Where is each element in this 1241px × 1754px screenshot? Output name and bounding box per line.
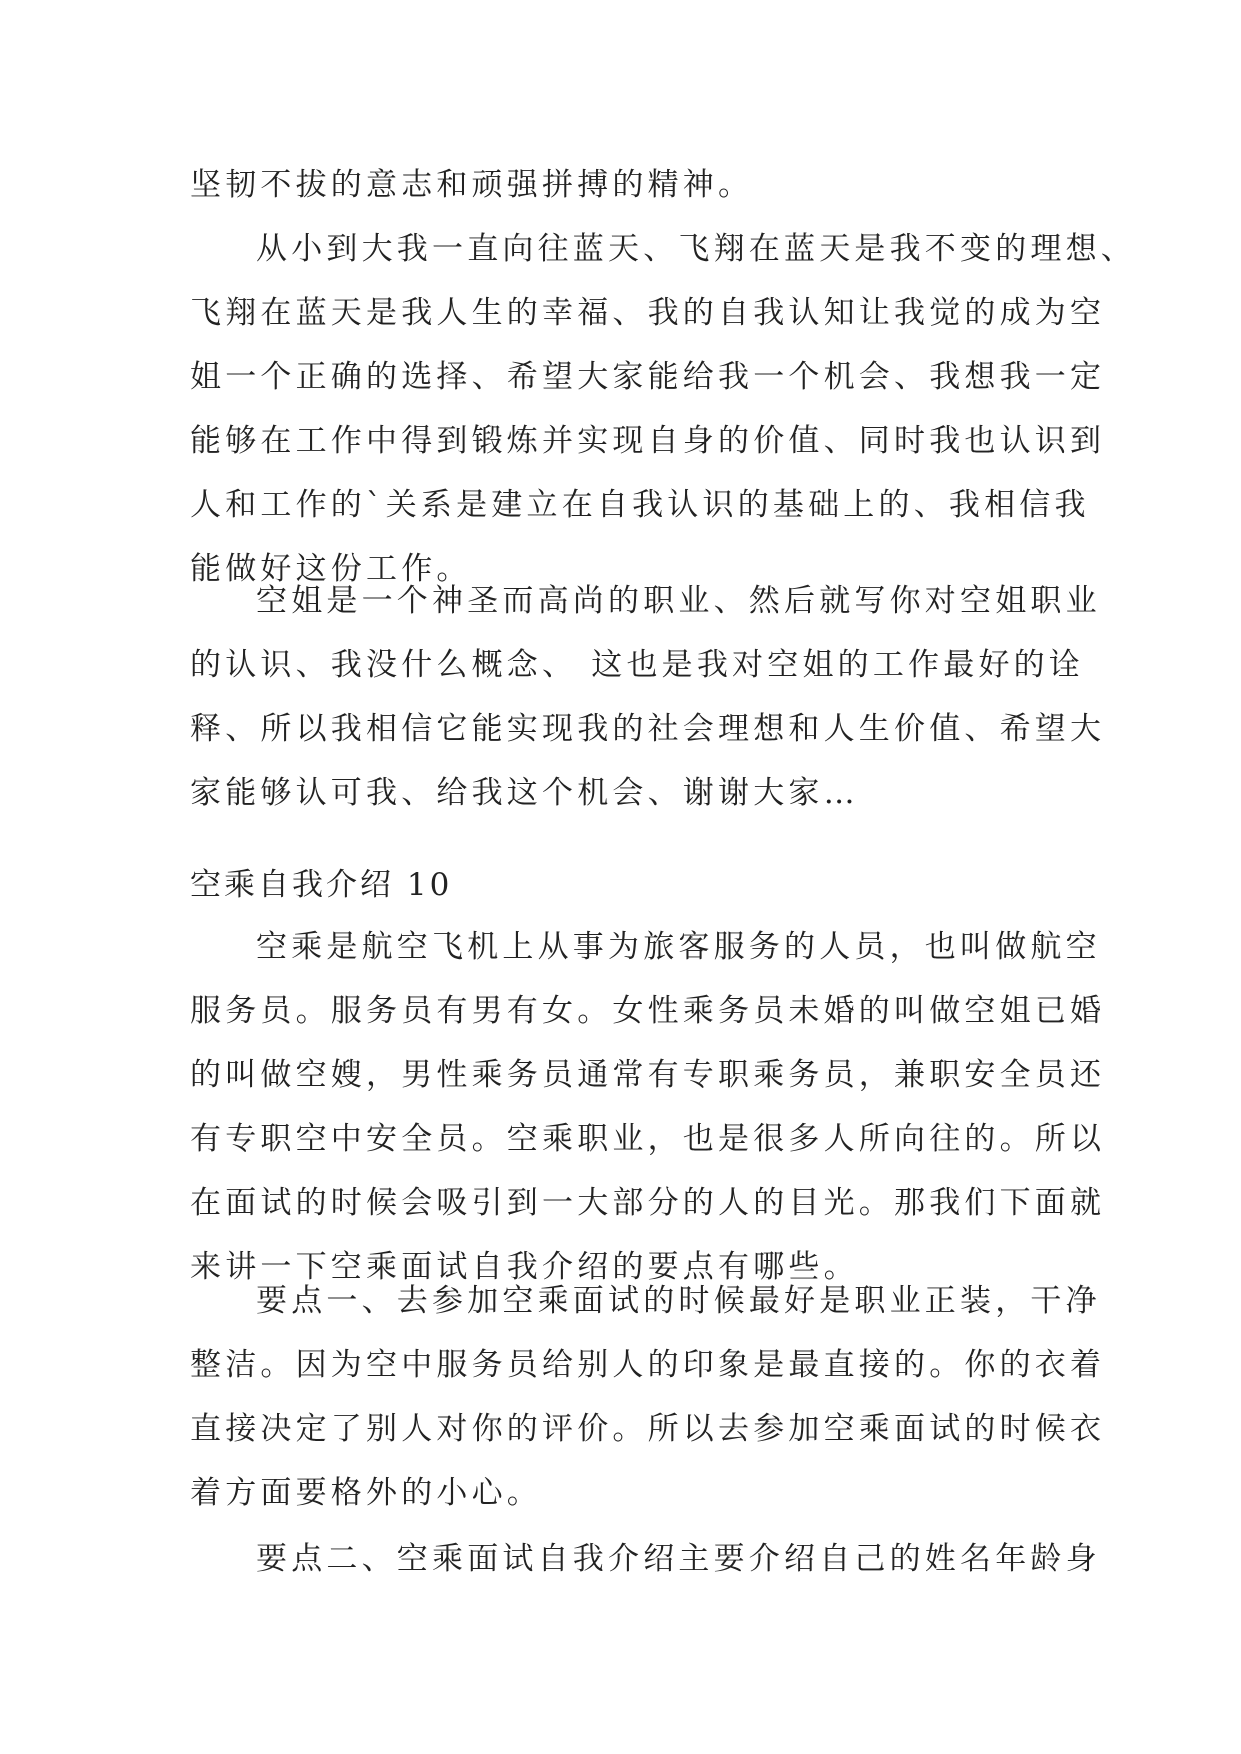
text-line: 坚韧不拔的意志和顽强拼搏的精神。 <box>190 167 754 203</box>
text-line: 姐一个正确的选择、希望大家能给我一个机会、我想我一定 <box>190 359 1106 395</box>
text-line: 直接决定了别人对你的评价。所以去参加空乘面试的时候衣 <box>190 1411 1106 1447</box>
text-line: 着方面要格外的小心。 <box>190 1475 542 1511</box>
text-line: 要点二、空乘面试自我介绍主要介绍自己的姓名年龄身 <box>256 1541 1101 1577</box>
paragraph-intro-cabin-crew <box>190 915 1106 1299</box>
paragraph-point-two <box>190 1527 1101 1591</box>
section-heading-block <box>190 853 1070 917</box>
text-line: 服务员。服务员有男有女。女性乘务员未婚的叫做空姐已婚 <box>190 993 1106 1029</box>
text-line: 释、所以我相信它能实现我的社会理想和人生价值、希望大 <box>190 711 1106 747</box>
text-line: 从小到大我一直向往蓝天、飞翔在蓝天是我不变的理想、 <box>256 231 1136 267</box>
paragraph-point-one <box>190 1269 1106 1525</box>
section-heading: 空乘自我介绍 10 <box>190 867 453 903</box>
text-line: 人和工作的`关系是建立在自我认识的基础上的、我相信我 <box>190 487 1090 523</box>
text-line: 能够在工作中得到锻炼并实现自身的价值、同时我也认识到 <box>190 423 1106 459</box>
text-line: 来讲一下空乘面试自我介绍的要点有哪些。 <box>190 1249 859 1285</box>
text-line: 的叫做空嫂，男性乘务员通常有专职乘务员，兼职安全员还 <box>190 1057 1106 1093</box>
text-line: 整洁。因为空中服务员给别人的印象是最直接的。你的衣着 <box>190 1347 1106 1383</box>
text-line: 空姐是一个神圣而高尚的职业、然后就写你对空姐职业 <box>256 583 1101 619</box>
text-line: 空乘是航空飞机上从事为旅客服务的人员，也叫做航空 <box>256 929 1101 965</box>
text-line: 能做好这份工作。 <box>190 551 472 587</box>
text-line: 在面试的时候会吸引到一大部分的人的目光。那我们下面就 <box>190 1185 1106 1221</box>
text-line: 的认识、我没什么概念、 这也是我对空姐的工作最好的诠 <box>190 647 1085 683</box>
paragraph-career <box>190 569 1106 825</box>
text-line: 要点一、去参加空乘面试的时候最好是职业正装，干净 <box>256 1283 1101 1319</box>
intro-fragment <box>190 153 1070 217</box>
text-line: 飞翔在蓝天是我人生的幸福、我的自我认知让我觉的成为空 <box>190 295 1106 331</box>
text-line: 家能够认可我、给我这个机会、谢谢大家… <box>190 775 859 811</box>
text-line: 有专职空中安全员。空乘职业，也是很多人所向往的。所以 <box>190 1121 1106 1157</box>
